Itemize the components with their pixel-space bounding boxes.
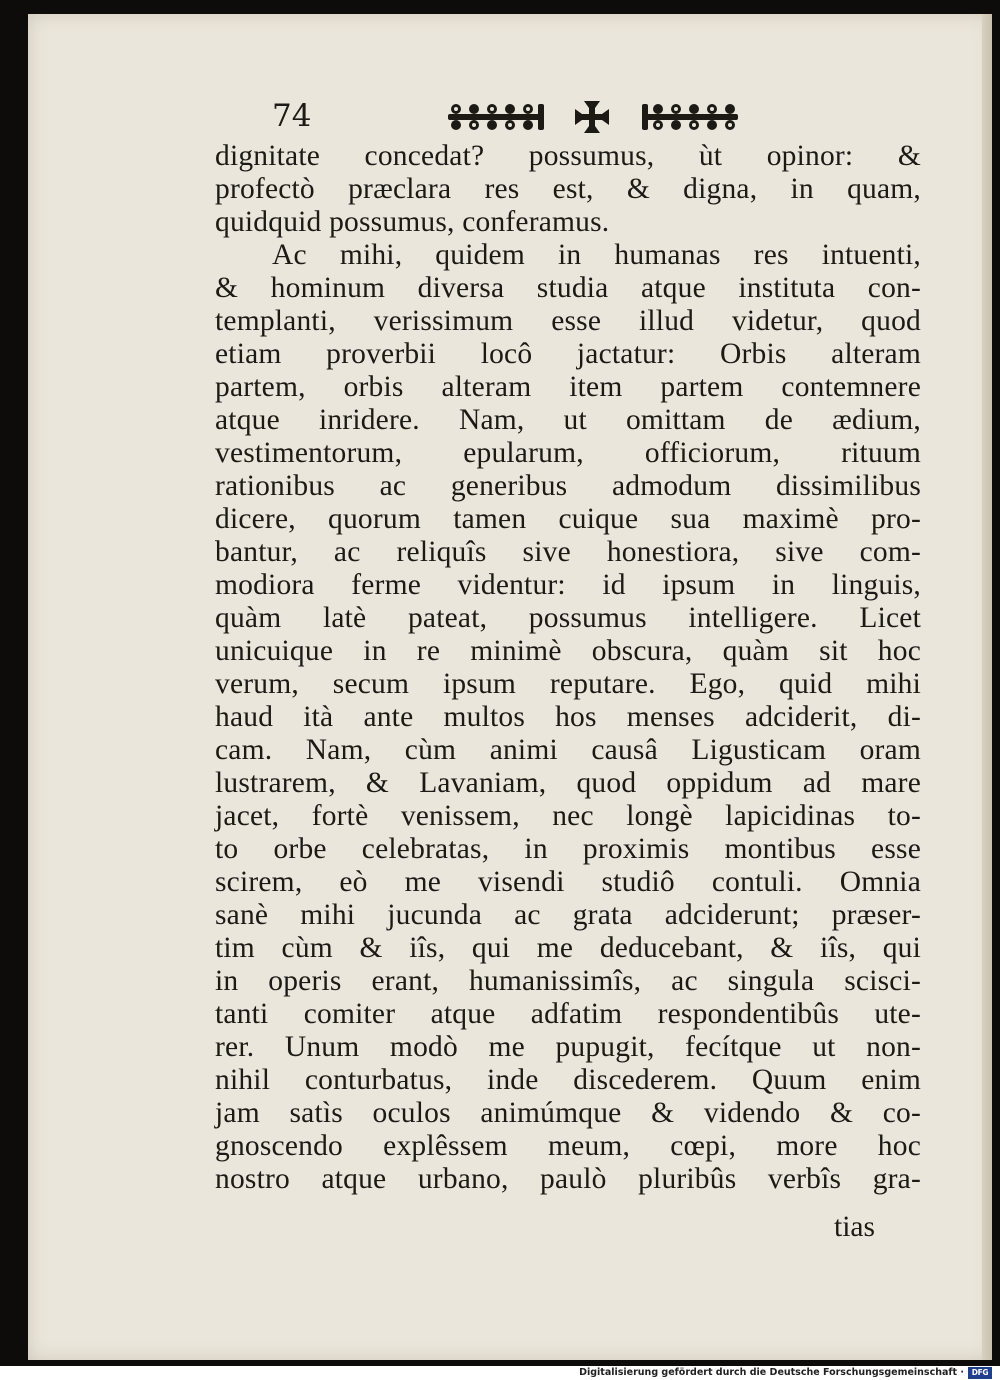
text-line: scirem, eò me visendi studiô contuli. Omnia [215, 866, 921, 898]
text-line: lustrarem, & Lavaniam, quod oppidum ad mare [215, 767, 921, 799]
cross-ornament-icon [574, 100, 610, 134]
text-line: dignitate concedat? possumus, ùt opinor: & [215, 140, 921, 172]
footer-bar [0, 1366, 1000, 1380]
left-ornament-icon [446, 100, 546, 134]
text-line: gnoscendo explêssem meum, cœpi, more hoc [215, 1130, 921, 1162]
text-line: rer. Unum modò me pupugit, fecítque ut non- [215, 1031, 921, 1063]
text-line: atque inridere. Nam, ut omittam de ædium, [215, 404, 921, 436]
text-line: rationibus ac generibus admodum dissimilibus [215, 470, 921, 502]
right-ornament-icon [640, 100, 740, 134]
text-line: nihil conturbatus, inde discederem. Quum enim [215, 1064, 921, 1096]
text-line: sanè mihi jucunda ac grata adciderunt; præser- [215, 899, 921, 931]
text-line: & hominum diversa studia atque instituta con- [215, 272, 921, 304]
text-line: jacet, fortè venissem, nec longè lapicidinas to- [215, 800, 921, 832]
funding-credit: Digitalisierung gefördert durch die Deutsche Forschungsgemeinschaft · [579, 1367, 964, 1378]
text-line: templanti, verissimum esse illud videtur, quod [215, 305, 921, 337]
body-text [215, 140, 921, 1196]
text-line: unicuique in re minimè obscura, quàm sit hoc [215, 635, 921, 667]
text-line: profectò præclara res est, & digna, in quam, [215, 173, 921, 205]
text-line: dicere, quorum tamen cuique sua maximè pro- [215, 503, 921, 535]
text-line: tanti comiter atque adfatim respondentibûs ute- [215, 998, 921, 1030]
page-edge [982, 14, 992, 1360]
text-line: bantur, ac reliquîs sive honestiora, sive com- [215, 536, 921, 568]
text-line: quàm latè pateat, possumus intelligere. Licet [215, 602, 921, 634]
text-line: in operis erant, humanissimîs, ac singula scisci- [215, 965, 921, 997]
text-line: to orbe celebratas, in proximis montibus esse [215, 833, 921, 865]
text-line: quidquid possumus, conferamus. [215, 206, 610, 238]
text-line: modiora ferme videntur: id ipsum in linguis, [215, 569, 921, 601]
text-line: verum, secum ipsum reputare. Ego, quid mihi [215, 668, 921, 700]
catchword: tias [834, 1211, 875, 1243]
text-line: haud ità ante multos hos menses adciderit, di- [215, 701, 921, 733]
text-line: etiam proverbii locô jactatur: Orbis alteram [215, 338, 921, 370]
text-line: Ac mihi, quidem in humanas res intuenti, [272, 239, 921, 271]
dfg-logo[interactable]: DFG [968, 1367, 992, 1379]
text-line: partem, orbis alteram item partem contemnere [215, 371, 921, 403]
text-line: vestimentorum, epularum, officiorum, rituum [215, 437, 921, 469]
text-line: nostro atque urbano, paulò pluribûs verbîs gra- [215, 1163, 921, 1195]
text-line: tim cùm & iîs, qui me deducebant, & iîs, qui [215, 932, 921, 964]
text-line: cam. Nam, cùm animi causâ Ligusticam oram [215, 734, 921, 766]
page-number: 74 [272, 98, 312, 134]
page-header [248, 92, 748, 142]
text-line: jam satìs oculos animúmque & videndo & co- [215, 1097, 921, 1129]
